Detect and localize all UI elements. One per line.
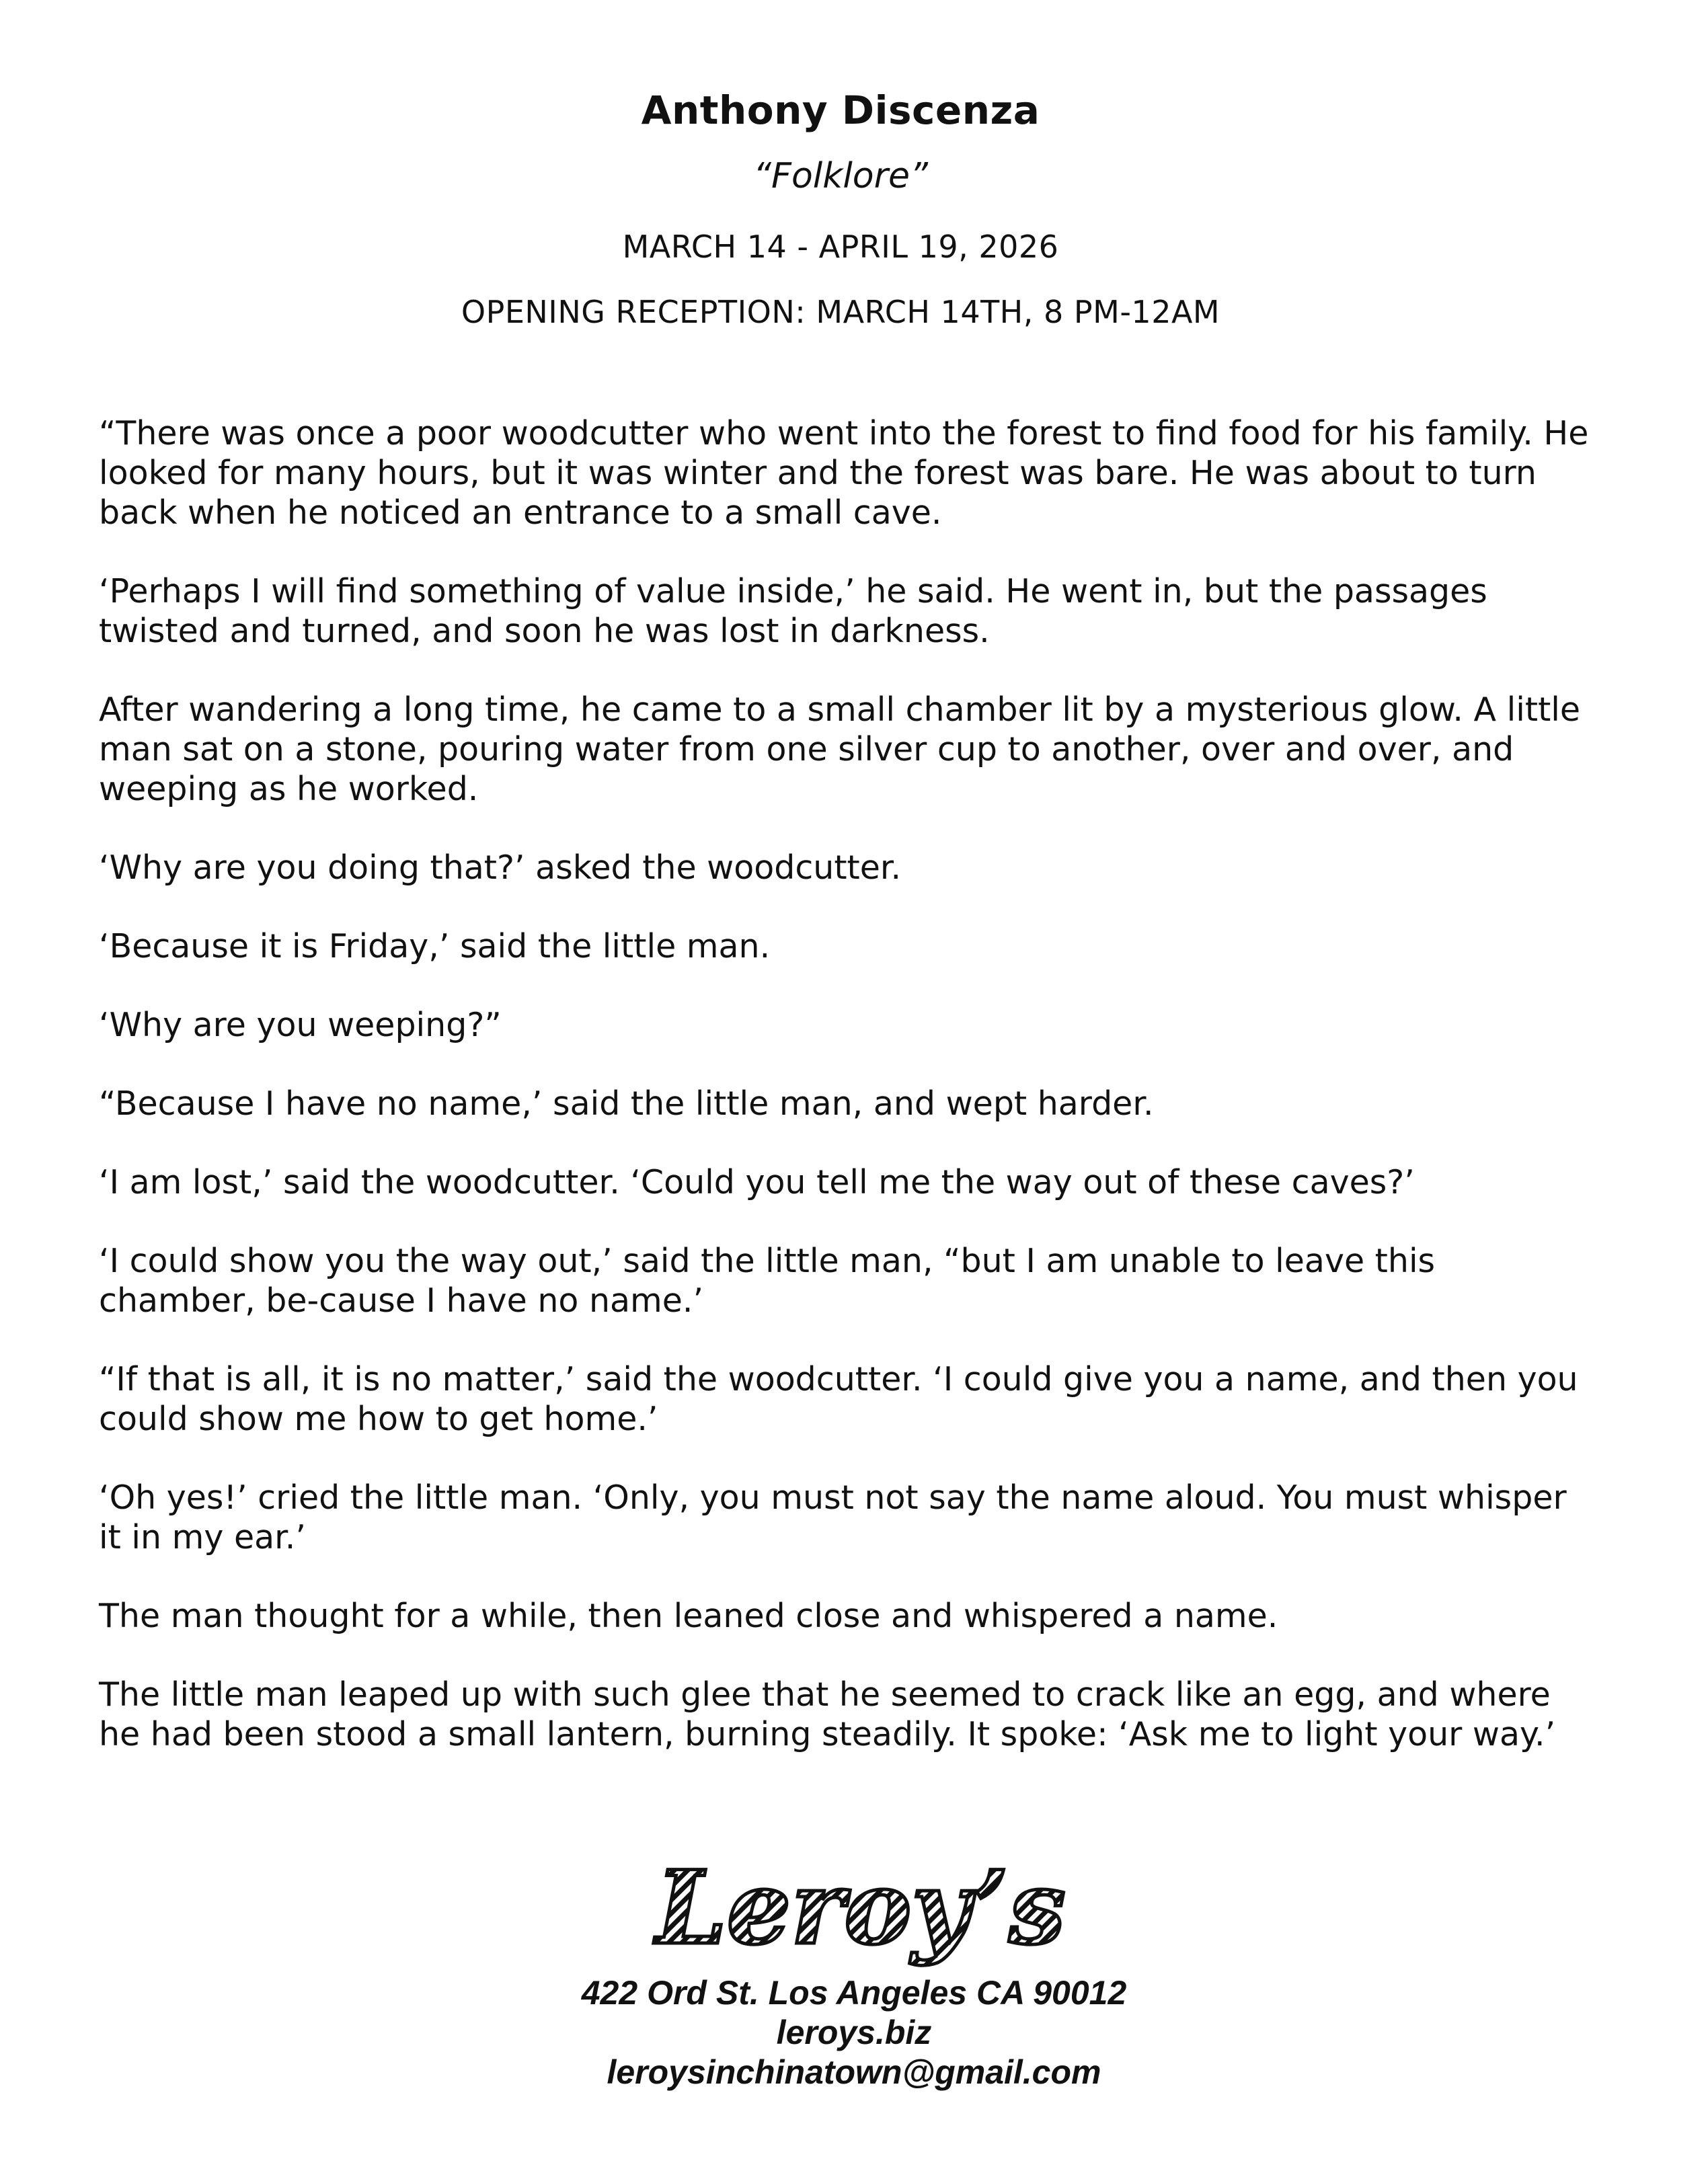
story-paragraph: The man thought for a while, then leaned close and whispered a name.	[99, 1597, 1278, 1635]
story-text	[99, 413, 1592, 1793]
leroys-logo	[656, 1825, 1066, 1987]
story-paragraph: After wandering a long time, he came to a small chamber lit by a mysterious glow. A little man sat on a stone, pouring water from one silver cup to another, over and over, and weeping as he worked.	[99, 690, 1581, 808]
opening-reception: OPENING RECEPTION: MARCH 14TH, 8 PM-12AM	[461, 294, 1220, 330]
story-paragraph: ‘Why are you weeping?”	[99, 1006, 502, 1044]
gallery-address: 422 Ord St. Los Angeles CA 90012	[581, 1974, 1127, 2012]
exhibition-dates: MARCH 14 - APRIL 19, 2026	[622, 229, 1059, 265]
story-paragraph: The little man leaped up with such glee that he seemed to crack like an egg, and where he had been stood a small lantern, burning steadily. It spoke: ‘Ask me to light your way.’	[99, 1675, 1556, 1753]
story-paragraph: ‘I am lost,’ said the woodcutter. ‘Could you tell me the way out of these caves?’	[99, 1163, 1415, 1201]
story-paragraph: “There was once a poor woodcutter who went into the forest to find food for his family. He looked for many hours, but it was winter and the forest was bare. He was about to turn back when he noticed an entrance to a small cave.	[99, 414, 1589, 532]
story-paragraph: “Because I have no name,’ said the little man, and wept harder.	[99, 1084, 1154, 1123]
gallery-website: leroys.biz	[776, 2014, 932, 2051]
artist-name: Anthony Discenza	[641, 87, 1040, 133]
story-paragraph: ‘Oh yes!’ cried the little man. ‘Only, you must not say the name aloud. You must whisper it in my ear.’	[99, 1478, 1567, 1556]
gallery-email: leroysinchinatown@gmail.com	[607, 2053, 1101, 2091]
story-paragraph: “If that is all, it is no matter,’ said the woodcutter. ‘I could give you a name, and then you could show me how to get home.’	[99, 1360, 1578, 1438]
logo-wordmark: Leroy’s	[656, 1849, 1066, 1967]
story-paragraph: ‘I could show you the way out,’ said the little man, “but I am unable to leave this chamber, be-cause I have no name.’	[99, 1242, 1436, 1320]
story-paragraph: ‘Perhaps I will find something of value inside,’ he said. He went in, but the passages twisted and turned, and soon he was lost in darkness.	[99, 572, 1487, 650]
story-paragraph: ‘Because it is Friday,’ said the little man.	[99, 927, 771, 965]
exhibition-title: “Folklore”	[753, 156, 928, 196]
story-paragraph: ‘Why are you doing that?’ asked the woodcutter.	[99, 848, 902, 887]
